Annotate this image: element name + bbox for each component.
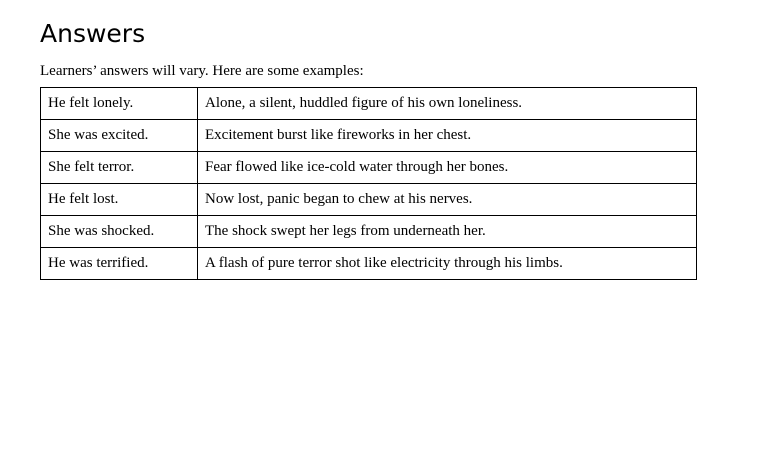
feeling-cell: He felt lonely. bbox=[41, 88, 198, 120]
feeling-cell: He felt lost. bbox=[41, 184, 198, 216]
intro-text: Learners’ answers will vary. Here are some examples: bbox=[40, 63, 364, 79]
example-cell: A flash of pure terror shot like electricity through his limbs. bbox=[198, 248, 697, 280]
feeling-cell: He was terrified. bbox=[41, 248, 198, 280]
table-row bbox=[41, 248, 697, 280]
table-row bbox=[41, 88, 697, 120]
example-cell: Excitement burst like fireworks in her chest. bbox=[198, 120, 697, 152]
table-row bbox=[41, 216, 697, 248]
example-cell: Fear flowed like ice-cold water through her bones. bbox=[198, 152, 697, 184]
table-row bbox=[41, 184, 697, 216]
feeling-cell: She was excited. bbox=[41, 120, 198, 152]
feeling-cell: She felt terror. bbox=[41, 152, 198, 184]
example-cell: The shock swept her legs from underneath her. bbox=[198, 216, 697, 248]
table-row bbox=[41, 152, 697, 184]
answers-table bbox=[40, 87, 697, 280]
feeling-cell: She was shocked. bbox=[41, 216, 198, 248]
example-cell: Alone, a silent, huddled figure of his own loneliness. bbox=[198, 88, 697, 120]
example-cell: Now lost, panic began to chew at his nerves. bbox=[198, 184, 697, 216]
table-row bbox=[41, 120, 697, 152]
page-heading: Answers bbox=[40, 19, 146, 48]
